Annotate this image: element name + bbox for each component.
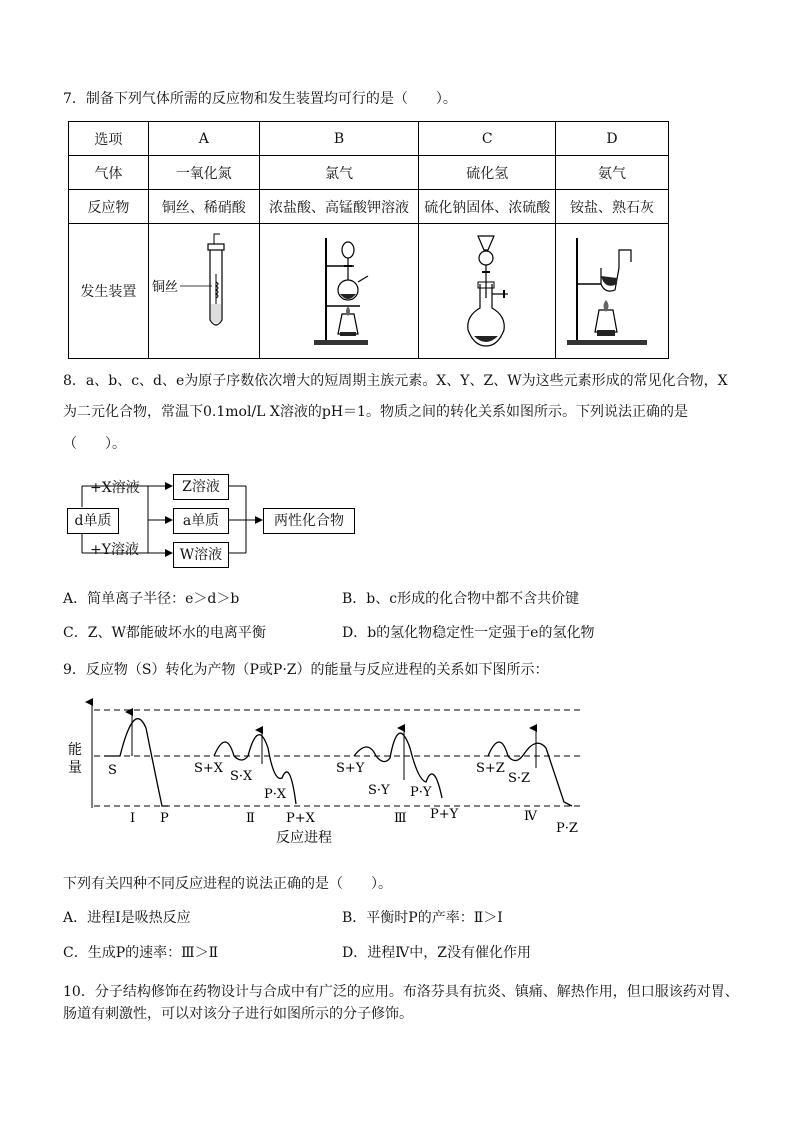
label-P-dot-X: P·X: [264, 787, 287, 802]
apparatus-d-cell: [556, 224, 669, 359]
energy-axis-label-2: 量: [68, 760, 82, 776]
q9-option-d: D．进程Ⅳ中，Z没有催化作用: [342, 945, 531, 961]
table-cell: 铜丝、稀硝酸: [148, 190, 259, 224]
label-S-dot-Y: S·Y: [368, 783, 390, 798]
q7-options-table: [68, 121, 669, 359]
q9-question: 下列有关四种不同反应进程的说法正确的是（ ）。: [63, 876, 392, 892]
z-solution-box: Z溶液: [173, 474, 229, 500]
reaction-progress-label: 反应进程: [276, 830, 332, 846]
label-S: S: [108, 763, 117, 778]
table-cell: 反应物: [69, 190, 149, 224]
table-cell: A: [148, 122, 259, 156]
label-III: Ⅲ: [394, 811, 407, 826]
label-P-dot-Y: P·Y: [410, 785, 432, 800]
q10-line2: 肠道有刺激性，可以对该分子进行如图所示的分子修饰。: [63, 1006, 413, 1022]
table-cell: 氨气: [556, 156, 669, 190]
table-cell: 硫化钠固体、浓硫酸: [419, 190, 556, 224]
table-cell: C: [419, 122, 556, 156]
label-S-dot-Z: S·Z: [508, 771, 531, 786]
q8-stem-line1: 8．a、b、c、d、e为原子序数依次增大的短周期主族元素。X、Y、Z、W为这些元素形成的常见化合物，X: [63, 373, 728, 389]
q9-option-c: C．生成P的速率：Ⅲ＞Ⅱ: [63, 945, 219, 961]
label-P: P: [160, 811, 169, 826]
table-cell: 发生装置: [69, 224, 149, 359]
q8-stem-line3: （ ）。: [63, 436, 126, 452]
label-P-dot-Z: P·Z: [556, 821, 578, 836]
table-cell: 硫化氢: [419, 156, 556, 190]
table-cell: 氯气: [259, 156, 419, 190]
a-element-box: a单质: [173, 508, 229, 534]
label-S-dot-X: S·X: [230, 769, 253, 784]
energy-axis-label-1: 能: [68, 742, 82, 758]
w-solution-box: W溶液: [173, 542, 229, 568]
copper-wire-label: 铜丝: [151, 280, 178, 295]
ammonia-generator-icon: [557, 224, 667, 354]
x-solution-label: +X溶液: [90, 480, 140, 496]
q9-stem: 9．反应物（S）转化为产物（P或P·Z）的能量与反应进程的关系如下图所示：: [63, 662, 549, 678]
label-S-plus-Z: S+Z: [476, 761, 505, 776]
label-P-plus-X: P+X: [286, 811, 315, 826]
table-row: [69, 190, 669, 224]
q8-option-c: C．Z、W都能破坏水的电离平衡: [63, 625, 266, 641]
test-tube-apparatus-icon: [150, 224, 258, 354]
q9-option-b: B．平衡时P的产率：Ⅱ＞Ⅰ: [342, 910, 503, 926]
table-cell: D: [556, 122, 669, 156]
table-cell: B: [259, 122, 419, 156]
label-II: Ⅱ: [246, 811, 255, 826]
y-solution-label: +Y溶液: [90, 542, 139, 558]
table-row: [69, 122, 669, 156]
apparatus-a-cell: [148, 224, 259, 359]
label-IV: Ⅳ: [524, 809, 537, 824]
q7-stem: 7．制备下列气体所需的反应物和发生装置均可行的是（ ）。: [63, 91, 457, 107]
d-element-box: d单质: [67, 508, 119, 534]
hydrogen-sulfide-generator-icon: [422, 224, 552, 354]
label-I: Ⅰ: [130, 811, 136, 826]
q8-option-b: B．b、c形成的化合物中都不含共价键: [342, 591, 580, 607]
label-P-plus-Y: P+Y: [430, 807, 459, 822]
table-cell: 气体: [69, 156, 149, 190]
apparatus-c-cell: [419, 224, 556, 359]
apparatus-b-cell: [259, 224, 419, 359]
label-S-plus-Y: S+Y: [336, 761, 365, 776]
table-cell: 铵盐、熟石灰: [556, 190, 669, 224]
amphoteric-compound-box: 两性化合物: [263, 508, 355, 534]
q8-option-d: D．b的氢化物稳定性一定强于e的氢化物: [342, 625, 595, 641]
table-cell: 浓盐酸、高锰酸钾溶液: [259, 190, 419, 224]
q8-stem-line2: 为二元化合物，常温下0.1mol/L X溶液的pH＝1。物质之间的转化关系如图所示。下列说法正确的是: [63, 404, 688, 420]
label-S-plus-X: S+X: [194, 761, 224, 776]
q8-option-a: A．简单离子半径：e＞d＞b: [63, 591, 240, 607]
q10-line1: 10．分子结构修饰在药物设计与合成中有广泛的应用。布洛芬具有抗炎、镇痛、解热作用，但口服该药对胃、: [63, 984, 739, 1000]
q9-option-a: A．进程Ⅰ是吸热反应: [63, 910, 191, 926]
table-cell: 选项: [69, 122, 149, 156]
table-cell: 一氧化氮: [148, 156, 259, 190]
chlorine-generator-icon: [264, 224, 414, 354]
table-row: [69, 224, 669, 359]
energy-profile-chart: [64, 698, 584, 846]
table-row: [69, 156, 669, 190]
